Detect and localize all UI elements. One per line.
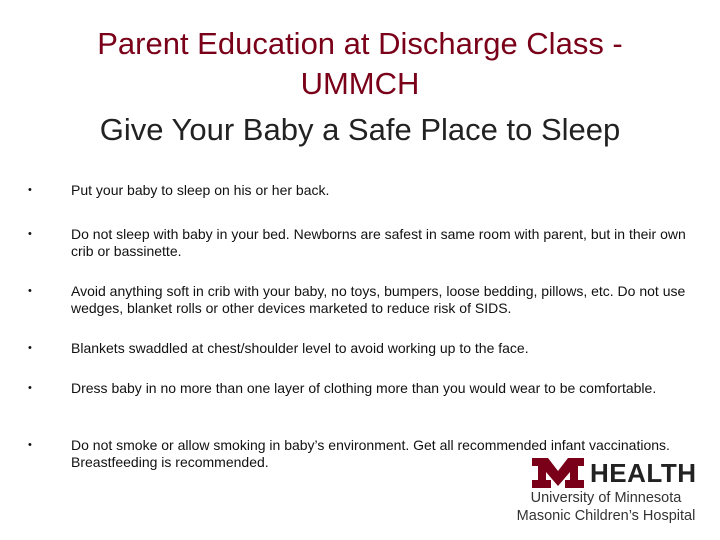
logo-wordmark: HEALTH xyxy=(590,458,697,488)
bullet-text: Blankets swaddled at chest/shoulder level to avoid working up to the face. xyxy=(71,340,529,356)
bullet-text: Do not smoke or allow smoking in baby’s environment. Get all recommended infant vaccinations. Breastfeeding is recommended. xyxy=(71,437,670,470)
title-line-1: Parent Education at Discharge Class - xyxy=(97,26,623,61)
bullet-text: Avoid anything soft in crib with your baby, no toys, bumpers, loose bedding, pillows, etc. Do not use wedges, blanket rolls or other devices marketed to reduce risk of SIDS. xyxy=(71,283,686,316)
block-m-icon xyxy=(532,458,584,488)
bullet-text: Put your baby to sleep on his or her back. xyxy=(71,182,330,198)
bullet-marker: • xyxy=(28,342,32,354)
bullet-text: Dress baby in no more than one layer of clothing more than you would wear to be comfortable. xyxy=(71,380,657,396)
slide-title xyxy=(40,24,680,104)
logo-top xyxy=(532,458,702,488)
logo-university-line: University of Minnesota xyxy=(530,490,682,506)
bullet-marker: • xyxy=(28,382,32,394)
bullet-marker: • xyxy=(28,285,32,297)
slide-subtitle: Give Your Baby a Safe Place to Sleep xyxy=(99,112,621,147)
bullet-marker: • xyxy=(28,184,32,196)
bullet-marker: • xyxy=(28,439,32,451)
logo-hospital-line: Masonic Children’s Hospital xyxy=(516,508,696,524)
health-logo xyxy=(516,458,696,528)
bullet-text: Do not sleep with baby in your bed. Newborns are safest in same room with parent, but in their own crib or bassinette. xyxy=(71,226,686,259)
bullet-marker: • xyxy=(28,228,32,240)
title-line-2: UMMCH xyxy=(300,66,420,101)
